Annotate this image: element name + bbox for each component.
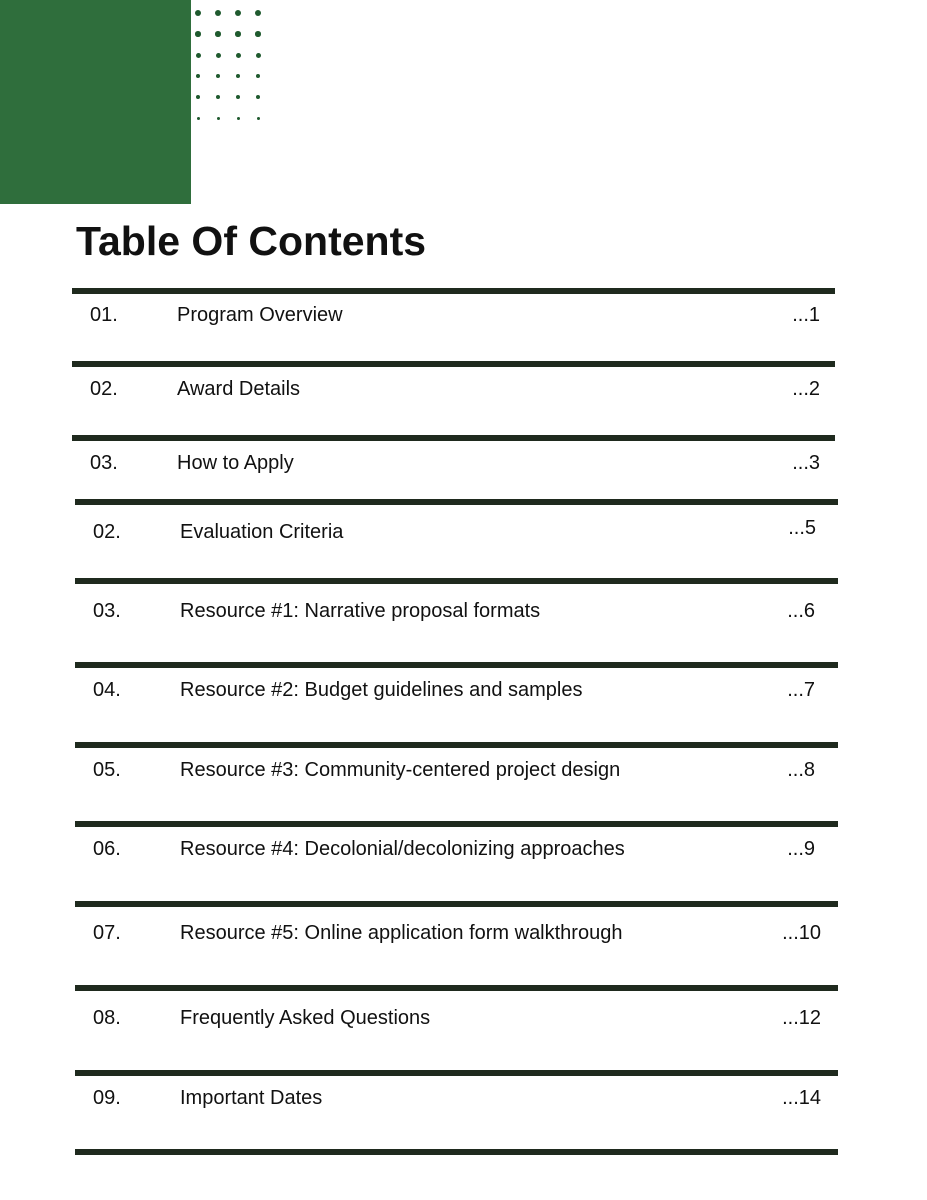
divider-rule <box>72 361 835 367</box>
toc-entry[interactable] <box>0 378 927 408</box>
entry-page: ...12 <box>782 1007 821 1029</box>
toc-entry[interactable] <box>0 452 927 482</box>
entry-number: 03. <box>93 600 121 622</box>
entry-page: ...3 <box>792 452 820 474</box>
entry-number: 09. <box>93 1087 121 1109</box>
divider-rule <box>75 578 838 584</box>
toc-entry[interactable] <box>0 922 927 952</box>
divider-rule <box>75 499 838 505</box>
decorative-dot <box>197 117 200 120</box>
divider-rule <box>75 901 838 907</box>
toc-entry[interactable] <box>0 838 927 868</box>
entry-title: Frequently Asked Questions <box>180 1007 431 1029</box>
toc-entry[interactable] <box>0 759 927 789</box>
dot-grid-decoration <box>0 0 927 130</box>
page-title: Table Of Contents <box>76 218 427 264</box>
entry-number: 01. <box>90 304 118 326</box>
divider-rule <box>75 742 838 748</box>
decorative-dot <box>196 53 201 58</box>
entry-number: 05. <box>93 759 121 781</box>
entry-page: ...7 <box>787 679 815 701</box>
entry-title: Resource #2: Budget guidelines and samples <box>180 679 583 701</box>
decorative-dot <box>196 74 201 79</box>
entry-page: ...10 <box>782 922 821 944</box>
decorative-dot <box>235 31 241 37</box>
decorative-dot <box>195 10 201 16</box>
decorative-dot <box>257 117 260 120</box>
decorative-dot <box>215 10 221 16</box>
decorative-dot <box>236 74 241 79</box>
decorative-dot <box>256 74 261 79</box>
entry-number: 06. <box>93 838 121 860</box>
entry-number: 07. <box>93 922 121 944</box>
decorative-dot <box>256 53 261 58</box>
decorative-dot <box>256 95 260 99</box>
entry-number: 02. <box>90 378 118 400</box>
entry-title: Resource #5: Online application form walkthrough <box>180 922 623 944</box>
decorative-dot <box>217 117 220 120</box>
decorative-dot <box>255 10 261 16</box>
decorative-dot <box>195 31 201 37</box>
entry-title: Award Details <box>177 378 301 400</box>
divider-rule <box>75 1149 838 1155</box>
divider-rule <box>75 1070 838 1076</box>
decorative-dot <box>236 95 240 99</box>
entry-page: ...1 <box>792 304 820 326</box>
decorative-dot <box>216 74 221 79</box>
entry-page: ...5 <box>788 517 816 539</box>
entry-number: 03. <box>90 452 118 474</box>
decorative-dot <box>216 95 220 99</box>
toc-entry[interactable] <box>0 1007 927 1037</box>
entry-title: Resource #3: Community-centered project design <box>180 759 621 781</box>
toc-entry[interactable] <box>0 679 927 709</box>
entry-page: ...8 <box>787 759 815 781</box>
entry-title: How to Apply <box>177 452 294 474</box>
decorative-dot <box>216 53 221 58</box>
toc-entry[interactable] <box>0 304 927 334</box>
toc-entry[interactable] <box>0 517 927 551</box>
entry-number: 08. <box>93 1007 121 1029</box>
divider-rule <box>72 288 835 294</box>
entry-page: ...2 <box>792 378 820 400</box>
entry-title: Important Dates <box>180 1087 323 1109</box>
decorative-dot <box>215 31 221 37</box>
decorative-dot <box>235 10 241 16</box>
entry-page: ...14 <box>782 1087 821 1109</box>
decorative-dot <box>237 117 240 120</box>
toc-entry[interactable] <box>0 1087 927 1117</box>
decorative-dot <box>196 95 200 99</box>
decorative-dot <box>255 31 261 37</box>
entry-page: ...9 <box>787 838 815 860</box>
toc-entry[interactable] <box>0 600 927 630</box>
entry-title: Program Overview <box>177 304 343 326</box>
divider-rule <box>75 985 838 991</box>
divider-rule <box>72 435 835 441</box>
decorative-dot <box>236 53 241 58</box>
entry-number: 04. <box>93 679 121 701</box>
divider-rule <box>75 662 838 668</box>
entry-title: Evaluation Criteria <box>180 521 344 543</box>
entry-title: Resource #4: Decolonial/decolonizing approaches <box>180 838 625 860</box>
divider-rule <box>75 821 838 827</box>
entry-number: 02. <box>93 521 121 543</box>
entry-page: ...6 <box>787 600 815 622</box>
entry-title: Resource #1: Narrative proposal formats <box>180 600 541 622</box>
